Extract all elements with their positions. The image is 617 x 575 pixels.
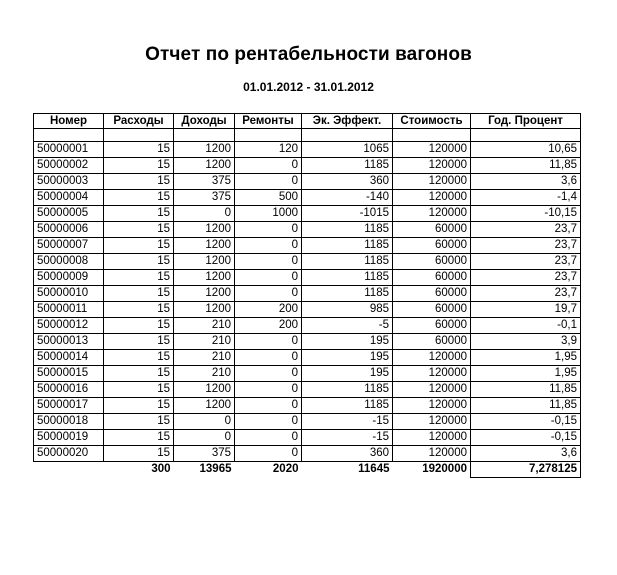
cell-income: 210 <box>174 334 235 350</box>
cell-income: 1200 <box>174 398 235 414</box>
cell-number: 50000010 <box>34 286 104 302</box>
report-title: Отчет по рентабельности вагонов <box>145 44 472 65</box>
table-row <box>34 302 581 318</box>
table-row <box>34 238 581 254</box>
cell-econ-effect: 360 <box>302 174 393 190</box>
cell-income: 1200 <box>174 302 235 318</box>
cell-expenses: 15 <box>104 446 174 462</box>
cell-repairs: 0 <box>235 174 302 190</box>
cell-repairs: 0 <box>235 398 302 414</box>
cell-cost: 120000 <box>393 414 471 430</box>
cell-cost: 120000 <box>393 158 471 174</box>
cell-annual-percent: 11,85 <box>471 398 581 414</box>
cell-expenses: 15 <box>104 334 174 350</box>
header-econ-effect: Эк. Эффект. <box>302 114 393 129</box>
cell-income: 375 <box>174 174 235 190</box>
table-row <box>34 254 581 270</box>
cell-number: 50000014 <box>34 350 104 366</box>
cell-repairs: 0 <box>235 382 302 398</box>
header-repairs: Ремонты <box>235 114 302 129</box>
table-row <box>34 366 581 382</box>
cell-number: 50000019 <box>34 430 104 446</box>
cell-cost: 120000 <box>393 366 471 382</box>
cell-expenses: 15 <box>104 174 174 190</box>
cell-number: 50000006 <box>34 222 104 238</box>
total-expenses: 300 <box>151 463 171 476</box>
cell-cost: 120000 <box>393 430 471 446</box>
cell-expenses: 15 <box>104 318 174 334</box>
cell-number: 50000017 <box>34 398 104 414</box>
cell-expenses: 15 <box>104 382 174 398</box>
cell-number: 50000013 <box>34 334 104 350</box>
cell-econ-effect: 1185 <box>302 238 393 254</box>
cell-income: 1200 <box>174 286 235 302</box>
cell-annual-percent: -1,4 <box>471 190 581 206</box>
cell-expenses: 15 <box>104 206 174 222</box>
table-row <box>34 414 581 430</box>
cell-cost: 120000 <box>393 350 471 366</box>
cell-econ-effect: -140 <box>302 190 393 206</box>
cell-annual-percent: 23,7 <box>471 222 581 238</box>
cell-econ-effect: 195 <box>302 334 393 350</box>
cell-cost: 120000 <box>393 446 471 462</box>
cell-econ-effect: 1185 <box>302 382 393 398</box>
table-row <box>34 174 581 190</box>
profitability-table <box>33 113 581 478</box>
cell-income: 210 <box>174 318 235 334</box>
cell-annual-percent: 23,7 <box>471 238 581 254</box>
cell-annual-percent: 1,95 <box>471 366 581 382</box>
cell-income: 210 <box>174 350 235 366</box>
cell-annual-percent: 23,7 <box>471 286 581 302</box>
cell-repairs: 0 <box>235 286 302 302</box>
header-number: Номер <box>34 114 104 129</box>
cell-annual-percent: 1,95 <box>471 350 581 366</box>
cell-repairs: 0 <box>235 430 302 446</box>
cell-annual-percent: 10,65 <box>471 142 581 158</box>
cell-expenses: 15 <box>104 190 174 206</box>
cell-number: 50000008 <box>34 254 104 270</box>
cell-annual-percent: 11,85 <box>471 158 581 174</box>
cell-repairs: 0 <box>235 366 302 382</box>
cell-income: 0 <box>174 206 235 222</box>
cell-number: 50000005 <box>34 206 104 222</box>
cell-number: 50000016 <box>34 382 104 398</box>
cell-econ-effect: -15 <box>302 430 393 446</box>
cell-number: 50000009 <box>34 270 104 286</box>
cell-repairs: 0 <box>235 222 302 238</box>
table-row <box>34 430 581 446</box>
header-annual-percent: Год. Процент <box>471 114 581 129</box>
cell-income: 375 <box>174 446 235 462</box>
table-row <box>34 286 581 302</box>
cell-number: 50000011 <box>34 302 104 318</box>
cell-econ-effect: 1185 <box>302 254 393 270</box>
cell-econ-effect: 1065 <box>302 142 393 158</box>
cell-number: 50000007 <box>34 238 104 254</box>
cell-cost: 60000 <box>393 286 471 302</box>
cell-econ-effect: 195 <box>302 350 393 366</box>
cell-expenses: 15 <box>104 430 174 446</box>
cell-annual-percent: 3,6 <box>471 174 581 190</box>
table-row <box>34 142 581 158</box>
table-row <box>34 222 581 238</box>
table-row <box>34 318 581 334</box>
cell-expenses: 15 <box>104 350 174 366</box>
cell-cost: 60000 <box>393 334 471 350</box>
cell-income: 1200 <box>174 254 235 270</box>
cell-repairs: 0 <box>235 414 302 430</box>
cell-annual-percent: 23,7 <box>471 254 581 270</box>
cell-repairs: 200 <box>235 302 302 318</box>
cell-cost: 60000 <box>393 318 471 334</box>
cell-repairs: 0 <box>235 350 302 366</box>
cell-repairs: 0 <box>235 254 302 270</box>
cell-number: 50000012 <box>34 318 104 334</box>
cell-annual-percent: 23,7 <box>471 270 581 286</box>
cell-annual-percent: -0,15 <box>471 414 581 430</box>
cell-cost: 60000 <box>393 222 471 238</box>
total-label <box>34 462 104 478</box>
cell-expenses: 15 <box>104 142 174 158</box>
cell-income: 210 <box>174 366 235 382</box>
total-annual-percent: 7,278125 <box>471 462 581 478</box>
cell-cost: 120000 <box>393 398 471 414</box>
total-econ-effect: 11645 <box>358 463 390 476</box>
cell-income: 0 <box>174 414 235 430</box>
cell-income: 375 <box>174 190 235 206</box>
cell-income: 1200 <box>174 270 235 286</box>
header-income: Доходы <box>174 114 235 129</box>
cell-cost: 120000 <box>393 174 471 190</box>
cell-income: 1200 <box>174 238 235 254</box>
cell-repairs: 0 <box>235 270 302 286</box>
cell-expenses: 15 <box>104 286 174 302</box>
cell-number: 50000015 <box>34 366 104 382</box>
cell-expenses: 15 <box>104 398 174 414</box>
header-row <box>34 114 581 129</box>
cell-annual-percent: 19,7 <box>471 302 581 318</box>
cell-annual-percent: 3,9 <box>471 334 581 350</box>
header-cost: Стоимость <box>393 114 471 129</box>
cell-income: 0 <box>174 430 235 446</box>
table-row <box>34 334 581 350</box>
cell-econ-effect: 985 <box>302 302 393 318</box>
cell-expenses: 15 <box>104 414 174 430</box>
cell-repairs: 500 <box>235 190 302 206</box>
cell-cost: 60000 <box>393 302 471 318</box>
cell-annual-percent: -0,15 <box>471 430 581 446</box>
cell-expenses: 15 <box>104 302 174 318</box>
cell-expenses: 15 <box>104 270 174 286</box>
cell-econ-effect: 195 <box>302 366 393 382</box>
spacer-row <box>34 129 581 142</box>
table-row <box>34 270 581 286</box>
cell-cost: 120000 <box>393 206 471 222</box>
cell-income: 1200 <box>174 142 235 158</box>
cell-econ-effect: -5 <box>302 318 393 334</box>
table-row <box>34 206 581 222</box>
cell-econ-effect: 1185 <box>302 270 393 286</box>
cell-repairs: 0 <box>235 158 302 174</box>
cell-econ-effect: -15 <box>302 414 393 430</box>
cell-econ-effect: 1185 <box>302 222 393 238</box>
cell-expenses: 15 <box>104 222 174 238</box>
cell-cost: 60000 <box>393 238 471 254</box>
cell-econ-effect: 1185 <box>302 398 393 414</box>
header-expenses: Расходы <box>104 114 174 129</box>
cell-cost: 120000 <box>393 382 471 398</box>
cell-cost: 120000 <box>393 190 471 206</box>
table-row <box>34 382 581 398</box>
total-repairs: 2020 <box>272 463 299 476</box>
cell-econ-effect: 1185 <box>302 286 393 302</box>
cell-expenses: 15 <box>104 366 174 382</box>
table-row <box>34 350 581 366</box>
cell-annual-percent: 3,6 <box>471 446 581 462</box>
cell-number: 50000003 <box>34 174 104 190</box>
cell-econ-effect: 1185 <box>302 158 393 174</box>
cell-number: 50000004 <box>34 190 104 206</box>
cell-cost: 60000 <box>393 254 471 270</box>
cell-cost: 120000 <box>393 142 471 158</box>
cell-annual-percent: -0,1 <box>471 318 581 334</box>
cell-annual-percent: -10,15 <box>471 206 581 222</box>
cell-repairs: 120 <box>235 142 302 158</box>
total-cost: 1920000 <box>422 463 467 476</box>
table-row <box>34 190 581 206</box>
totals-row <box>34 462 581 478</box>
cell-income: 1200 <box>174 158 235 174</box>
cell-repairs: 0 <box>235 446 302 462</box>
cell-income: 1200 <box>174 382 235 398</box>
cell-annual-percent: 11,85 <box>471 382 581 398</box>
cell-number: 50000002 <box>34 158 104 174</box>
table-row <box>34 158 581 174</box>
total-income: 13965 <box>199 463 232 476</box>
cell-number: 50000020 <box>34 446 104 462</box>
cell-econ-effect: -1015 <box>302 206 393 222</box>
cell-cost: 60000 <box>393 270 471 286</box>
report-period: 01.01.2012 - 31.01.2012 <box>243 80 374 94</box>
cell-econ-effect: 360 <box>302 446 393 462</box>
cell-repairs: 0 <box>235 238 302 254</box>
cell-expenses: 15 <box>104 238 174 254</box>
cell-repairs: 0 <box>235 334 302 350</box>
cell-number: 50000001 <box>34 142 104 158</box>
cell-expenses: 15 <box>104 254 174 270</box>
cell-number: 50000018 <box>34 414 104 430</box>
table-row <box>34 446 581 462</box>
cell-expenses: 15 <box>104 158 174 174</box>
table-row <box>34 398 581 414</box>
cell-repairs: 1000 <box>235 206 302 222</box>
cell-income: 1200 <box>174 222 235 238</box>
cell-repairs: 200 <box>235 318 302 334</box>
